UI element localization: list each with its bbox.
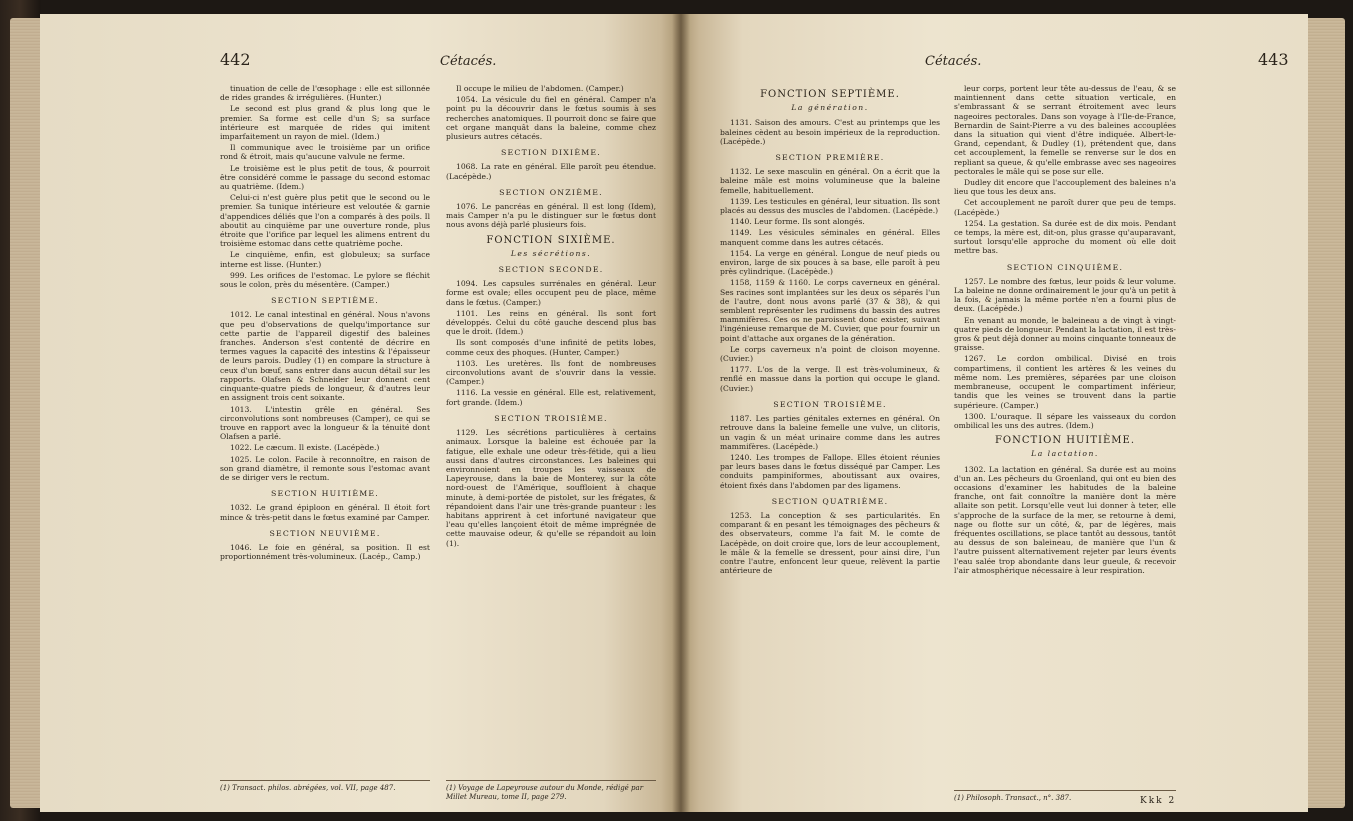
section-heading: SECTION TROISIÈME. — [773, 399, 887, 409]
paragraph: 1267. Le cordon ombilical. Divisé en trois compartimens, il contient les artères & les veines du même nom. Les premières, séparées par une cloison membraneuse, occupent le compartiment inférieur, tandis que les veines se trouvent dans la partie supérieure. (Camper.) — [954, 354, 1176, 410]
paragraph: 1068. La rate en général. Elle paroît peu étendue. (Lacépède.) — [446, 162, 656, 181]
chapter-subtitle: La lactation. — [1031, 449, 1099, 459]
paragraph: tinuation de celle de l'œsophage : elle est sillonnée de rides grandes & irrégulières. (Hunter.) — [220, 84, 430, 103]
paragraph: leur corps, portent leur tête au-dessus de l'eau, & se maintiennent dans cette situation verticale, en s'embrassant & se serrant étroitement avec leurs nageoires pectorales. Dans son voyage à l'Ile-de-France, Bernardin de Saint-Pierre a vu des baleines accouplées dans la situation qui vient d'être indiquée. Albert-le-Grand, cependant, & Dudley (1), prétendent que, dans cet accouplement, la femelle se renverse sur le dos en repliant sa queue, & qu'elle embrasse avec ses nageoires pectorales le mâle qui se pose sur elle. — [954, 84, 1176, 176]
paragraph: 1139. Les testicules en général, leur situation. Ils sont placés au dessus des muscles de l'abdomen. (Lacépède.) — [720, 196, 940, 216]
section-heading: SECTION CINQUIÈME. — [1006, 262, 1124, 272]
left-page — [40, 14, 680, 812]
paragraph: 1257. Le nombre des fœtus, leur poids & leur volume. La baleine ne donne ordinairement le jour qu'à un petit à la fois, & jamais la même portée n'en a fourni plus de deux. (Lacépède.) — [954, 276, 1176, 314]
paragraph: 1240. Les trompes de Fallope. Elles étoient réunies par leurs bases dans le fœtus disséqué par Camper. Les conduits pampiniformes, aboutissant aux ovaires, étoient fixés dans l'abdomen par des ligamens. — [720, 452, 940, 490]
section-heading: SECTION NEUVIÈME. — [269, 528, 381, 538]
chapter-heading: FONCTION HUITIÈME. — [994, 435, 1136, 447]
paragraph: 1054. La vésicule du fiel en général. Camper n'a point pu la découvrir dans le fœtus soumis à ses recherches anatomiques. Il pourroit donc se faire que cet organe manquât dans la baleine, comme chez plusieurs autres cétacés. — [446, 95, 656, 142]
chapter-heading: FONCTION SIXIÈME. — [486, 234, 616, 246]
paragraph: 1046. Le foie en général, sa position. Il est proportionnément très-volumineux. (Lacép., Camp.) — [220, 542, 430, 562]
section-heading: SECTION SECONDE. — [498, 265, 604, 275]
paragraph: 1254. La gestation. Sa durée est de dix mois. Pendant ce temps, la mère est, dit-on, plus grasse qu'auparavant, surtout lorsqu'elle approche du moment où elle doit mettre bas. — [954, 218, 1176, 256]
page-number: 442 — [220, 50, 251, 69]
paragraph: Celui-ci n'est guère plus petit que le second ou le premier. Sa tunique intérieure est veloutée & garnie d'appendices déliés que l'on a comparés à des poils. Il aboutit au cinquième par une ouverture ronde, plus étroite que l'orifice par lequel les alimens entrent du troisième estomac dans cette quatrième poche. — [220, 193, 430, 249]
paragraph: 1154. La verge en général. Longue de neuf pieds ou environ, large de six pouces à sa base, elle paroît à peu près cylindrique. (Lacépède.) — [720, 248, 940, 277]
paragraph: 1129. Les sécrétions particulières à certains animaux. Lorsque la baleine est échouée par la fatigue, elle exhale une odeur très-fétide, qui a lieu aussi dans d'autres circonstances. Les baleines qui environnoient en troupes les vaisseaux de Lapeyrouse, dans la baie de Monterey, sur la côte nord-ouest de l'Amérique, souffloient à chaque minute, à demi-portée de pistolet, sur les frégates, & répandoient dans l'air une très-grande puanteur : les habitans apprirent à cet infortuné navigateur que l'eau qu'elles lançoient étoit de même imprégnée de cette mauvaise odeur, & qu'elle se répandoit au loin (1). — [446, 428, 656, 548]
paragraph: 1103. Les uretères. Ils font de nombreuses circonvolutions avant de s'ouvrir dans la vessie. (Camper.) — [446, 358, 656, 387]
paragraph: Il communique avec le troisième par un orifice rond & étroit, mais qu'aucune valvule ne ferme. — [220, 143, 430, 162]
paragraph: 1177. L'os de la verge. Il est très-volumineux, & renflé en massue dans la portion qui occupe le gland. (Cuvier.) — [720, 365, 940, 393]
text-column-2 — [446, 84, 656, 734]
paragraph: 1187. Les parties génitales externes en général. On retrouve dans la baleine femelle une vulve, un clitoris, un vagin & un méat urinaire comme dans les autres mammifères. (Lacépède.) — [720, 414, 940, 451]
paragraph: Il occupe le milieu de l'abdomen. (Camper.) — [456, 84, 624, 93]
footnote: (1) Transact. philos. abrégées, vol. VII, page 487. — [220, 780, 430, 793]
section-heading: SECTION QUATRIÈME. — [771, 496, 889, 506]
running-head: Cétacés. — [925, 54, 982, 69]
paragraph: Le corps caverneux n'a point de cloison moyenne. (Cuvier.) — [720, 344, 940, 364]
paragraph: 1116. La vessie en général. Elle est, relativement, fort grande. (Idem.) — [446, 388, 656, 407]
paragraph: 1022. Le cæcum. Il existe. (Lacépède.) — [230, 443, 380, 453]
paragraph: 1140. Leur forme. Ils sont alongés. — [730, 217, 865, 227]
paragraph: 1131. Saison des amours. C'est au printemps que les baleines cèdent au besoin impérieux de la reproduction. (Lacépède.) — [720, 118, 940, 146]
text-column-1 — [220, 84, 430, 734]
footnote: (1) Voyage de Lapeyrouse autour du Monde, rédigé par Millet Mureau, tome II, page 279. — [446, 780, 656, 801]
section-heading: SECTION DIXIÈME. — [501, 148, 601, 158]
paragraph: En venant au monde, le baleineau a de vingt à vingt-quatre pieds de longueur. Pendant la lactation, il est très-gros & peut déjà donner au moins cinquante tonneaux de graisse. — [954, 315, 1176, 353]
page-number: 443 — [1258, 50, 1289, 69]
paragraph: 1076. Le pancréas en général. Il est long (Idem), mais Camper n'a pu le distinguer sur le fœtus dont nous avons déjà parlé plusieurs fois. — [446, 202, 656, 230]
chapter-subtitle: La génération. — [791, 103, 869, 113]
paragraph: 1094. Les capsules surrénales en général. Leur forme est ovale; elles occupent peu de place, même dans le fœtus. (Camper.) — [446, 279, 656, 307]
paragraph: 1149. Les vésicules séminales en général. Elles manquent comme dans les autres cétacés. — [720, 228, 940, 247]
paragraph: 1101. Les reins en général. Ils sont fort développés. Celui du côté gauche descend plus bas que le droit. (Idem.) — [446, 308, 656, 337]
paragraph: 1132. Le sexe masculin en général. On a écrit que la baleine mâle est moins volumineuse que la baleine femelle, habituellement. — [720, 167, 940, 195]
section-heading: SECTION SEPTIÈME. — [271, 296, 379, 306]
paragraph: 1012. Le canal intestinal en général. Nous n'avons que peu d'observations de quelqu'importance sur cette partie de l'appareil digestif des baleines franches. Anderson s'est contenté de décrire en termes vagues la capacité des intestins & l'épaisseur de leurs parois. Dudley (1) en compare la structure à ceux d'un bœuf, sans entrer dans aucun détail sur les rapports. Olafsen & Schneider leur donnent cent cinquante-quatre pieds de longueur, & d'autres leur en assignent trois cent soixante. — [220, 310, 430, 403]
paragraph: 1302. La lactation en général. Sa durée est au moins d'un an. Les pêcheurs du Groenland, qui ont eu bien des occasions d'examiner les habitudes de la baleine franche, ont fait connoître la manière dont la mère allaite son petit. Lorsqu'elle veut lui donner à teter, elle s'approche de la surface de la mer, se retourne à demi, nage ou flotte sur un côté, &, par de légères, mais fréquentes oscillations, se place tantôt au dessous, tantôt au dessus de son baleineau, de manière que l'un & l'autre puissent alternativement rejeter par leurs évents l'eau salée trop abondante dans leur gueule, & recevoir l'air atmosphérique nécessaire à leur respiration. — [954, 464, 1176, 575]
paragraph: 1300. L'ouraque. Il sépare les vaisseaux du cordon ombilical les uns des autres. (Idem.) — [954, 411, 1176, 430]
chapter-subtitle: Les sécrétions. — [510, 248, 592, 258]
signature-mark: Kkk 2 — [1140, 796, 1177, 806]
text-column-1 — [720, 84, 940, 774]
paragraph: 999. Les orifices de l'estomac. Le pylore se fléchit sous le colon, près du mésentère. (Camper.) — [220, 270, 430, 290]
section-heading: SECTION HUITIÈME. — [271, 489, 379, 499]
paragraph: 1032. Le grand épiploon en général. Il étoit fort mince & très-petit dans le fœtus examiné par Camper. — [220, 503, 430, 522]
text-column-2 — [954, 84, 1176, 734]
chapter-heading: FONCTION SEPTIÈME. — [760, 89, 900, 100]
section-heading: SECTION TROISIÈME. — [494, 413, 608, 423]
paragraph: 1158, 1159 & 1160. Le corps caverneux en général. Ses racines sont implantées sur les deux os séparés l'un de l'autre, dont nous avons parlé (37 & 38), & qui semblent représenter les rudimens du bassin des autres mammifères. Ces os ne paroissent donc exister, suivant l'ingénieuse remarque de M. Cuvier, que pour fournir un point d'attache aux organes de la génération. — [720, 278, 940, 343]
paragraph: 1253. La conception & ses particularités. En comparant & en pesant les témoignages des pêcheurs & des observateurs, comme l'a fait M. le comte de Lacépède, on doit croire que, lors de leur accouplement, le mâle & la femelle se dressent, pour ainsi dire, l'un contre l'autre, enfoncent leur queue, relèvent la partie antérieure de — [720, 510, 940, 576]
paragraph: Dudley dit encore que l'accouplement des baleines n'a lieu que tous les deux ans. — [954, 178, 1176, 197]
section-heading: SECTION PREMIÈRE. — [775, 153, 885, 163]
running-head: Cétacés. — [440, 54, 497, 69]
section-heading: SECTION ONZIÈME. — [499, 187, 603, 197]
page-edges-right — [1305, 18, 1345, 808]
book-gutter — [672, 14, 690, 812]
paragraph: Ils sont composés d'une infinité de petits lobes, comme ceux des phoques. (Hunter, Camper.) — [446, 338, 656, 357]
paragraph: Le cinquième, enfin, est globuleux; sa surface interne est lisse. (Hunter.) — [220, 250, 430, 269]
footnote: (1) Philosoph. Transact., n°. 387. — [954, 790, 1176, 803]
right-page — [680, 14, 1308, 812]
paragraph: 1025. Le colon. Facile à reconnoître, en raison de son grand diamètre, il remonte sous l'estomac avant de se diriger vers le rectum. — [220, 454, 430, 482]
paragraph: 1013. L'intestin grêle en général. Ses circonvolutions sont nombreuses (Camper), ce qui se trouve en rapport avec la longueur & la ténuité dont Olafsen a parlé. — [220, 404, 430, 442]
paragraph: Cet accouplement ne paroît durer que peu de temps. (Lacépède.) — [954, 198, 1176, 217]
paragraph: Le second est plus grand & plus long que le premier. Sa forme est celle d'un S; sa surface intérieure est marquée de rides qui imitent imparfaitement un rayon de miel. (Idem.) — [220, 104, 430, 142]
paragraph: Le troisième est le plus petit de tous, & pourroit être considéré comme le passage du second estomac au quatrième. (Idem.) — [220, 163, 430, 192]
